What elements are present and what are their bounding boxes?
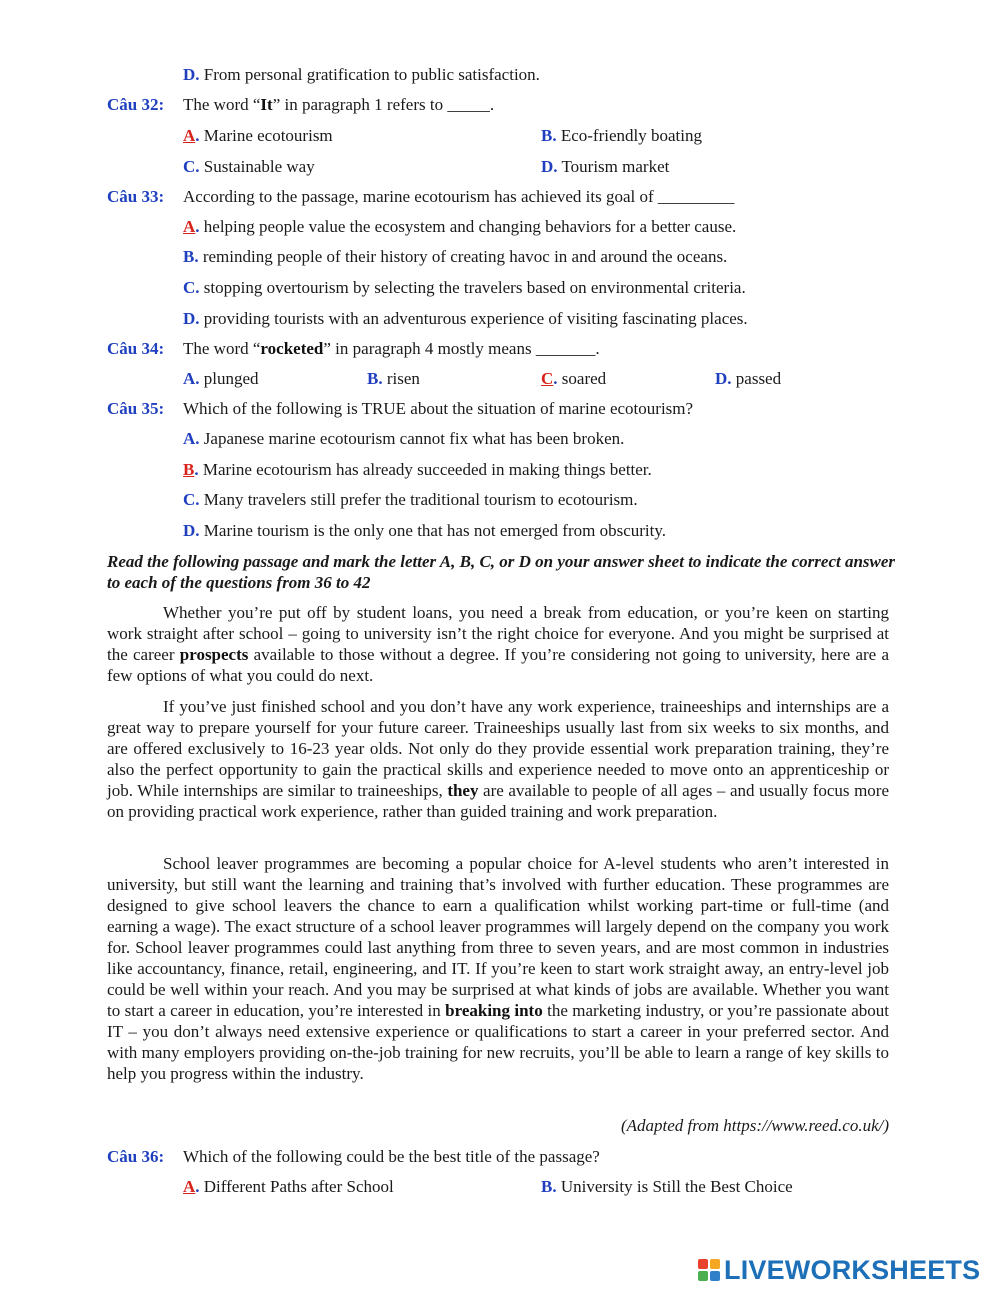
- p1-keyword: prospects: [179, 645, 249, 664]
- q32-stem-pre: The word “: [183, 95, 261, 114]
- q32-option-c-label: C.: [183, 157, 200, 176]
- q32-option-d: [541, 157, 669, 177]
- q35-stem: Which of the following is TRUE about the situation of marine ecotourism?: [183, 399, 694, 418]
- q34-option-a-label: A.: [183, 369, 200, 388]
- logo-square-red: [698, 1259, 708, 1269]
- q33-option-a-text: helping people value the ecosystem and changing behaviors for a better cause.: [199, 217, 737, 236]
- q31-option-d-text: From personal gratification to public satisfaction.: [199, 65, 540, 84]
- q35-option-d-text: Marine tourism is the only one that has not emerged from obscurity.: [199, 521, 666, 540]
- q33-label: Câu 33:: [107, 187, 165, 206]
- q34-option-d: [715, 369, 781, 389]
- q32-option-d-label: D.: [541, 157, 558, 176]
- q34-stem: [183, 339, 600, 359]
- q36-stem: Which of the following could be the best title of the passage?: [183, 1147, 600, 1166]
- q32-option-b-text: Eco-friendly boating: [556, 126, 702, 145]
- p2-text-a: If you’ve just finished school and you don’t have any work experience, traineeships and internships are a great way to prepare yourself for your future career. Traineeships usually last from six weeks to six months, and are offered exclusively to 16-23 year olds. Not only do they provide essential work preparation training, they’re also the perfect opportunity to gain the practical skills and experience needed to move onto an apprenticeship or job. While internships are similar to traineeships,: [107, 697, 889, 800]
- q36-option-a: [183, 1177, 394, 1197]
- q33-option-c-text: stopping overtourism by selecting the travelers based on environmental criteria.: [199, 278, 746, 297]
- q35-option-d-label: D.: [183, 521, 200, 540]
- passage-source: (Adapted from https://www.reed.co.uk/): [620, 1116, 889, 1135]
- q32-label: Câu 32:: [107, 95, 165, 114]
- p3-keyword: breaking into: [445, 1001, 543, 1020]
- q32-option-b-label: B.: [541, 126, 557, 145]
- q32-option-b: [541, 126, 702, 146]
- q33-option-b-text: reminding people of their history of creating havoc in and around the oceans.: [198, 247, 728, 266]
- q34-option-c: [541, 369, 606, 389]
- q34-label: Câu 34:: [107, 339, 165, 358]
- q32-option-a-text: Marine ecotourism: [199, 126, 333, 145]
- q35-option-a-label: A.: [183, 429, 200, 448]
- p2-text-b: are available to people of all ages – and usually focus more on providing practical work experience, rather than guided training and work preparation.: [107, 781, 890, 821]
- liveworksheets-logo: [698, 1255, 980, 1285]
- q36-option-a-dot: .: [195, 1177, 200, 1196]
- q33-option-d: [183, 309, 748, 329]
- q32-stem-post: ” in paragraph 1 refers to _____.: [272, 95, 495, 114]
- q35-option-d: [183, 521, 666, 541]
- reading-instruction: Read the following passage and mark the letter A, B, C, or D on your answer sheet to indicate the correct answer to each of the questions from 36 to 42: [107, 552, 896, 592]
- q35-option-a: [183, 429, 624, 449]
- q35-option-c-label: C.: [183, 490, 200, 509]
- q33-option-d-text: providing tourists with an adventurous experience of visiting fascinating places.: [199, 309, 748, 328]
- q34-option-a: [183, 369, 259, 389]
- p3-text-a: School leaver programmes are becoming a popular choice for A-level students who aren’t interested in university, but still want the learning and training that’s involved with further education. These programmes are designed to give school leavers the chance to earn a qualification whilst working part-time or full-time (and earning a wage). The exact structure of a school leaver programmes will largely depend on the company you work for. School leaver programmes could last anything from three to seven years, and are most common in industries like accountancy, finance, retail, engineering, and IT. If you’re keen to start work straight away, an entry-level job could be well within your reach. And you may be surprised at what kinds of jobs are available. Whether you want to start a career in education, you’re interested in: [107, 854, 889, 1020]
- logo-square-green: [698, 1271, 708, 1281]
- q35-option-b-label: B: [183, 460, 195, 479]
- q36-option-b: [541, 1177, 793, 1197]
- q34-stem-pre: The word “: [183, 339, 261, 358]
- q35-label: Câu 35:: [107, 399, 165, 418]
- q34-option-b-text: risen: [382, 369, 420, 388]
- logo-text: LIVEWORKSHEETS: [724, 1254, 981, 1285]
- q33-option-a-label: A: [183, 217, 196, 236]
- q36-option-a-label: A: [183, 1177, 196, 1196]
- q35-option-b: [183, 460, 652, 480]
- q35-option-c-text: Many travelers still prefer the traditional tourism to ecotourism.: [199, 490, 638, 509]
- q35-option-c: [183, 490, 638, 510]
- q33-option-a: [183, 217, 736, 237]
- p1-text-a: Whether you’re put off by student loans, you need a break from education, or you’re keen on starting work straight after school – going to university isn’t the right choice for everyone. And you might be surprised at the career: [107, 603, 889, 664]
- q33-option-c: [183, 278, 746, 298]
- logo-square-blue: [710, 1271, 720, 1281]
- q36-option-b-text: University is Still the Best Choice: [556, 1177, 793, 1196]
- q36-option-a-text: Different Paths after School: [199, 1177, 394, 1196]
- passage-paragraph-2: [107, 696, 889, 822]
- q34-option-d-text: passed: [731, 369, 782, 388]
- q36-option-b-label: B.: [541, 1177, 557, 1196]
- q33-option-c-label: C.: [183, 278, 200, 297]
- q33-option-a-dot: .: [195, 217, 200, 236]
- q34-option-d-label: D.: [715, 369, 732, 388]
- q36-label: Câu 36:: [107, 1147, 165, 1166]
- q31-option-d: [183, 65, 540, 85]
- q32-stem: [183, 95, 494, 115]
- q33-option-b: [183, 247, 727, 267]
- q33-stem: According to the passage, marine ecotourism has achieved its goal of _________: [183, 187, 735, 206]
- q34-option-b-label: B.: [367, 369, 383, 388]
- q35-option-b-dot: .: [194, 460, 199, 479]
- p2-keyword: they: [447, 781, 479, 800]
- q33-option-b-label: B.: [183, 247, 199, 266]
- q32-option-a-dot: .: [195, 126, 200, 145]
- q32-option-c: [183, 157, 315, 177]
- passage-paragraph-3: [107, 853, 889, 1084]
- q35-option-a-text: Japanese marine ecotourism cannot fix what has been broken.: [199, 429, 625, 448]
- q34-option-c-dot: .: [553, 369, 558, 388]
- q35-option-b-text: Marine ecotourism has already succeeded in making things better.: [198, 460, 652, 479]
- q32-stem-keyword: It: [260, 95, 273, 114]
- q33-option-d-label: D.: [183, 309, 200, 328]
- q34-option-c-label: C: [541, 369, 554, 388]
- q32-option-d-text: Tourism market: [557, 157, 670, 176]
- q34-option-b: [367, 369, 420, 389]
- p1-text-b: available to those without a degree. If you’re considering not going to university, here are a few options of what you could do next.: [107, 645, 889, 685]
- q32-option-c-text: Sustainable way: [199, 157, 315, 176]
- q32-option-a-label: A: [183, 126, 196, 145]
- liveworksheets-grid-icon: [698, 1259, 720, 1281]
- q34-stem-post: ” in paragraph 4 mostly means _______.: [323, 339, 600, 358]
- q31-option-d-label: D.: [183, 65, 200, 84]
- q34-option-c-text: soared: [557, 369, 607, 388]
- passage-paragraph-1: [107, 602, 889, 686]
- p3-text-b: the marketing industry, or you’re passionate about IT – you don’t always need extensive experience or qualifications to start a career in your preferred sector. And with many employers providing on-the-job training for new recruits, you’ll be able to learn a range of key skills to help you progress within the industry.: [107, 1001, 889, 1083]
- q32-option-a: [183, 126, 333, 146]
- q34-stem-keyword: rocketed: [260, 339, 324, 358]
- q34-option-a-text: plunged: [199, 369, 259, 388]
- logo-square-orange: [710, 1259, 720, 1269]
